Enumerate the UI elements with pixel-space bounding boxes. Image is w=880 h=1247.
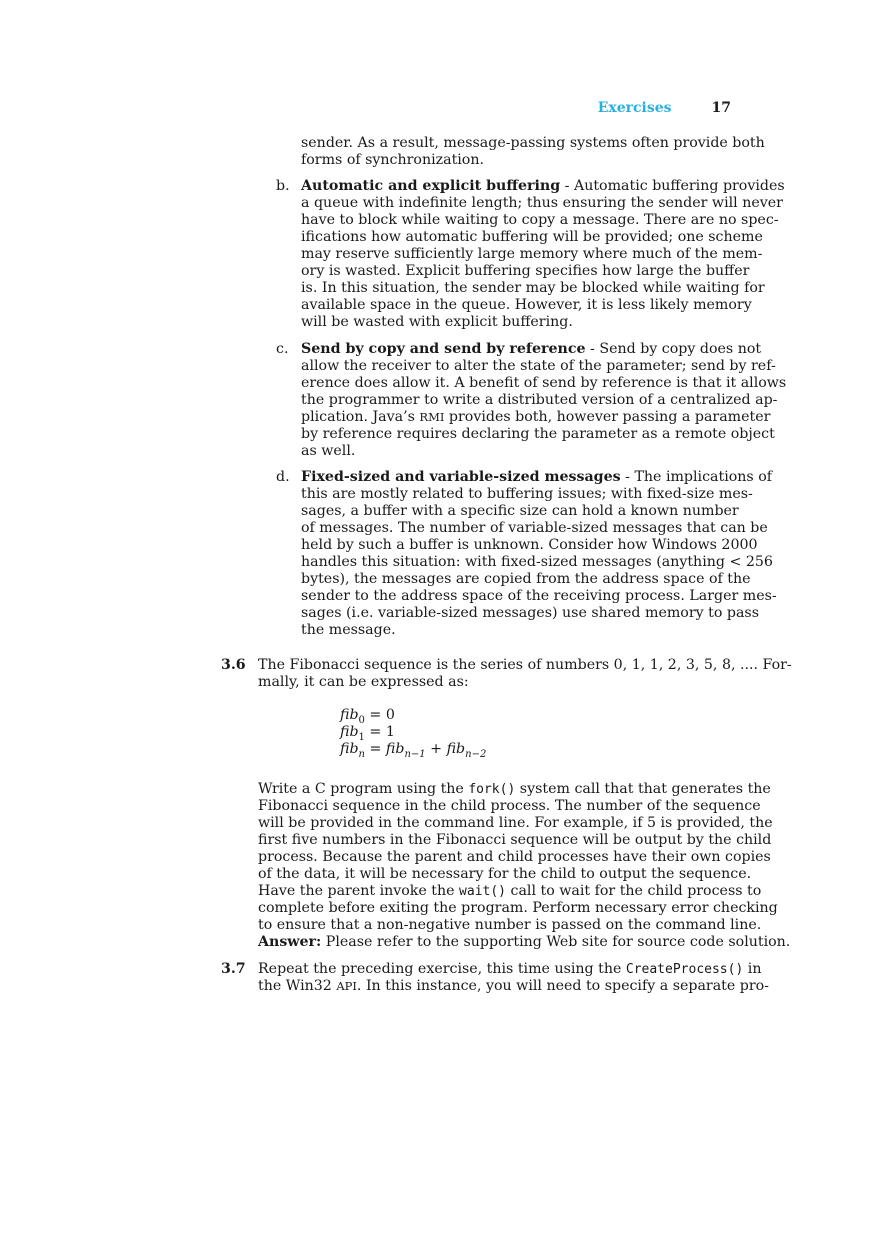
api-acronym: API [336, 979, 357, 993]
math-rhs: = 0 [364, 707, 395, 723]
math-sub: 0 [358, 714, 365, 726]
text-line: will be wasted with explicit buffering. [301, 314, 573, 330]
text-span: Repeat the preceding exercise, this time using the [258, 961, 626, 977]
text-span: call to wait for the child process to [506, 883, 762, 899]
list-item-d [301, 469, 772, 485]
text-line: of messages. The number of variable-sized messages that can be [301, 520, 768, 536]
list-marker: d. [276, 469, 290, 485]
text-span: the Win32 [258, 978, 337, 994]
text-line: sender. As a result, message-passing systems often provide both [301, 135, 765, 151]
math-fib: fib [385, 741, 405, 757]
text-line: The Fibonacci sequence is the series of numbers 0, 1, 1, 2, 3, 5, 8, .... For- [258, 657, 792, 673]
list-marker: c. [276, 341, 289, 357]
text-span: system call that that generates the [515, 781, 771, 797]
rmi-acronym: RMI [419, 410, 445, 424]
text-line: allow the receiver to alter the state of the parameter; send by ref- [301, 358, 776, 374]
list-item-b [301, 178, 785, 194]
text-span: - Send by copy does not [585, 341, 762, 357]
text-line: complete before exiting the program. Perform necessary error checking [258, 900, 778, 916]
text-line: forms of synchronization. [301, 152, 484, 168]
text-span: Please refer to the supporting Web site for source code solution. [321, 934, 791, 950]
math-op: + [425, 741, 447, 757]
equation-fib1 [340, 724, 395, 743]
text-span: - The implications of [620, 469, 772, 485]
math-sub: n−2 [465, 748, 487, 760]
exercise-number: 3.6 [221, 657, 246, 673]
running-header [258, 100, 731, 116]
text-line: a queue with indefinite length; thus ensuring the sender will never [301, 195, 783, 211]
text-line: this are mostly related to buffering issues; with fixed-size mes- [301, 486, 753, 502]
text-line: of the data, it will be necessary for the child to output the sequence. [258, 866, 752, 882]
equation-fib0 [340, 707, 395, 726]
answer-line [258, 934, 791, 950]
page-number: 17 [711, 100, 731, 116]
text-line: Fibonacci sequence in the child process. The number of the sequence [258, 798, 761, 814]
math-sub: n [358, 748, 365, 760]
text-span: plication. Java’s [301, 409, 420, 425]
text-line: mally, it can be expressed as: [258, 674, 469, 690]
text-line [258, 961, 762, 977]
text-line: may reserve sufficiently large memory where much of the mem- [301, 246, 763, 262]
text-line: ifications how automatic buffering will be provided; one scheme [301, 229, 763, 245]
math-fib: fib [340, 724, 359, 740]
text-line: to ensure that a non-negative number is passed on the command line. [258, 917, 762, 933]
section-title: Exercises [597, 100, 672, 116]
list-marker: b. [276, 178, 290, 194]
exercise-number: 3.7 [221, 961, 246, 977]
math-fib: fib [340, 741, 359, 757]
text-line: the programmer to write a distributed version of a centralized ap- [301, 392, 778, 408]
text-line [301, 409, 771, 425]
text-line: will be provided in the command line. For example, if 5 is provided, the [258, 815, 773, 831]
text-line: bytes), the messages are copied from the address space of the [301, 571, 751, 587]
math-rhs: = 1 [364, 724, 395, 740]
text-line [258, 781, 771, 797]
text-line: by reference requires declaring the parameter as a remote object [301, 426, 775, 442]
text-span: provides both, however passing a parameter [444, 409, 771, 425]
text-line: ory is wasted. Explicit buffering specifies how large the buffer [301, 263, 750, 279]
math-op: = [365, 741, 386, 757]
term: Send by copy and send by reference [301, 341, 586, 357]
text-line: the message. [301, 622, 396, 638]
text-line: sages (i.e. variable-sized messages) use shared memory to pass [301, 605, 759, 621]
text-line [258, 978, 769, 994]
term: Automatic and explicit buffering [301, 178, 561, 194]
text-line: held by such a buffer is unknown. Consider how Windows 2000 [301, 537, 758, 553]
math-sub: n−1 [404, 748, 426, 760]
text-line: erence does allow it. A benefit of send by reference is that it allows [301, 375, 787, 391]
math-sub: 1 [358, 731, 365, 743]
text-line: as well. [301, 443, 356, 459]
text-line: first five numbers in the Fibonacci sequence will be output by the child [258, 832, 772, 848]
equation-fibn [340, 741, 486, 760]
code-wait: wait() [459, 884, 507, 899]
text-line: have to block while waiting to copy a message. There are no spec- [301, 212, 779, 228]
text-line: available space in the queue. However, it is less likely memory [301, 297, 752, 313]
math-fib: fib [340, 707, 359, 723]
term: Fixed-sized and variable-sized messages [301, 469, 621, 485]
answer-label: Answer: [258, 934, 322, 950]
text-line: is. In this situation, the sender may be blocked while waiting for [301, 280, 765, 296]
text-line: sender to the address space of the receiving process. Larger mes- [301, 588, 777, 604]
code-createprocess: CreateProcess() [625, 962, 744, 977]
list-item-c [301, 341, 762, 357]
text-span: in [743, 961, 762, 977]
math-fib: fib [446, 741, 466, 757]
text-line: sages, a buffer with a specific size can hold a known number [301, 503, 739, 519]
code-fork: fork() [468, 782, 516, 797]
text-span: Write a C program using the [258, 781, 469, 797]
text-span: Have the parent invoke the [258, 883, 460, 899]
text-line [258, 883, 762, 899]
text-line: process. Because the parent and child processes have their own copies [258, 849, 771, 865]
text-line: handles this situation: with fixed-sized messages (anything < 256 [301, 554, 773, 570]
text-span: - Automatic buffering provides [560, 178, 785, 194]
text-span: . In this instance, you will need to specify a separate pro- [356, 978, 769, 994]
